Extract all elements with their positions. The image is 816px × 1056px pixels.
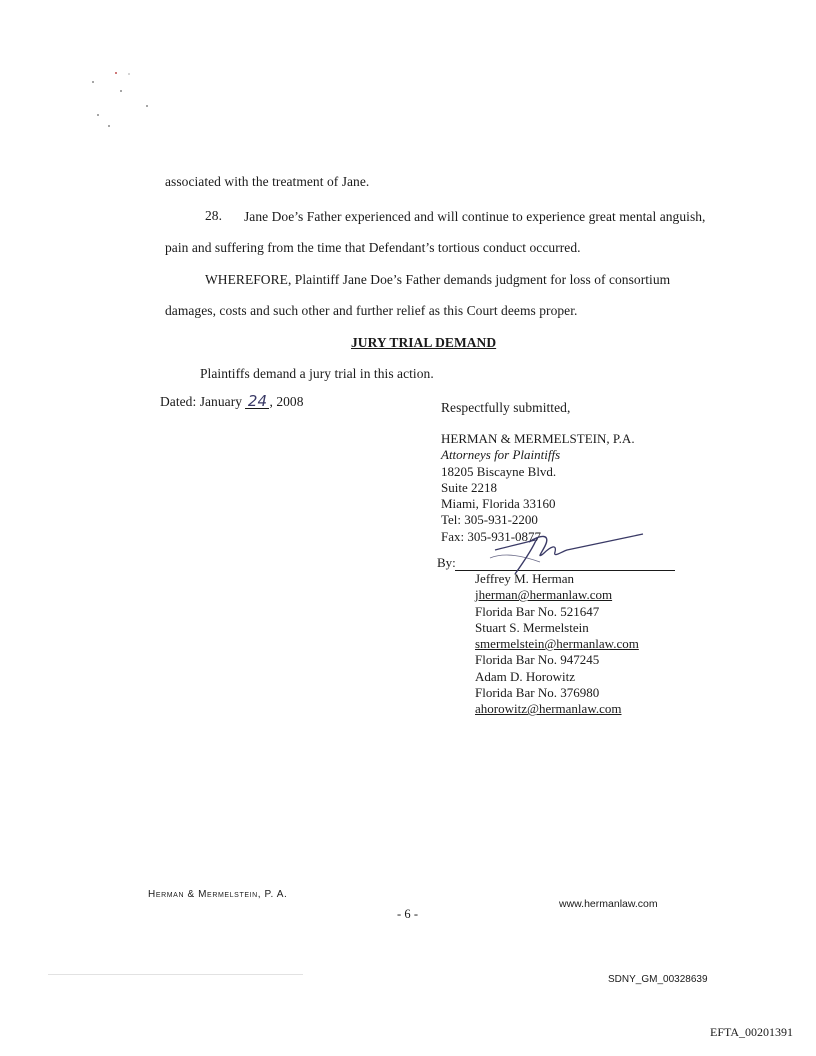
- attorney-1-name: Jeffrey M. Herman: [475, 571, 575, 586]
- firm-role: Attorneys for Plaintiffs: [441, 447, 561, 463]
- bates-number: SDNY_GM_00328639: [608, 974, 708, 985]
- paragraph-28-line-1: Jane Doe’s Father experienced and will continue to experience great mental anguish,: [244, 209, 706, 224]
- scan-speck: [97, 114, 99, 116]
- attorney-list: [475, 571, 639, 718]
- scan-speck: [115, 72, 117, 74]
- scan-speck: [146, 105, 148, 107]
- scan-speck: [120, 90, 122, 92]
- attorney-1-bar: Florida Bar No. 521647: [475, 603, 600, 619]
- wherefore-line-2: damages, costs and such other and further relief as this Court deems proper.: [165, 303, 578, 318]
- attorney-1-email[interactable]: jherman@hermanlaw.com: [475, 587, 613, 603]
- scan-speck: [92, 81, 94, 83]
- dated-prefix: Dated: January: [160, 394, 243, 409]
- wherefore-line-1: WHEREFORE, Plaintiff Jane Doe’s Father demands judgment for loss of consortium: [205, 272, 671, 287]
- scan-edge-line: [48, 974, 303, 975]
- footer-website[interactable]: www.hermanlaw.com: [559, 898, 658, 910]
- attorney-3-name: Adam D. Horowitz: [475, 668, 576, 684]
- firm-tel: Tel: 305-931-2200: [441, 512, 538, 528]
- firm-address-1: 18205 Biscayne Blvd.: [441, 463, 557, 479]
- paragraph-27-tail: associated with the treatment of Jane.: [165, 174, 370, 189]
- scan-speck: [108, 125, 110, 127]
- paragraph-28-line-2: pain and suffering from the time that Defendant’s tortious conduct occurred.: [165, 240, 581, 255]
- footer-page-number: - 6 -: [397, 907, 419, 921]
- attorney-3-bar: Florida Bar No. 376980: [475, 685, 600, 701]
- attorney-2-email[interactable]: smermelstein@hermanlaw.com: [475, 636, 639, 652]
- scan-speck: [128, 73, 130, 75]
- firm-name: HERMAN & MERMELSTEIN, P.A.: [441, 431, 635, 446]
- dated-suffix: , 2008: [269, 394, 304, 409]
- dated-line: [160, 394, 304, 410]
- attorney-3-email[interactable]: ahorowitz@hermanlaw.com: [475, 701, 622, 717]
- attorney-2-bar: Florida Bar No. 947245: [475, 652, 600, 668]
- jury-trial-heading: JURY TRIAL DEMAND: [351, 335, 497, 350]
- firm-fax: Fax: 305-931-0877: [441, 528, 542, 544]
- dated-day-handwritten: 24: [245, 394, 269, 409]
- jury-trial-text: Plaintiffs demand a jury trial in this action.: [200, 366, 434, 381]
- paragraph-28-number: 28.: [205, 208, 223, 223]
- attorney-2-name: Stuart S. Mermelstein: [475, 619, 589, 635]
- footer-firm-name: Herman & Mermelstein, P. A.: [148, 889, 288, 900]
- efta-number: EFTA_00201391: [710, 1025, 794, 1039]
- by-label: By:: [437, 555, 456, 570]
- firm-city: Miami, Florida 33160: [441, 496, 556, 512]
- firm-address-2: Suite 2218: [441, 479, 497, 495]
- closing-respectfully: Respectfully submitted,: [441, 400, 571, 415]
